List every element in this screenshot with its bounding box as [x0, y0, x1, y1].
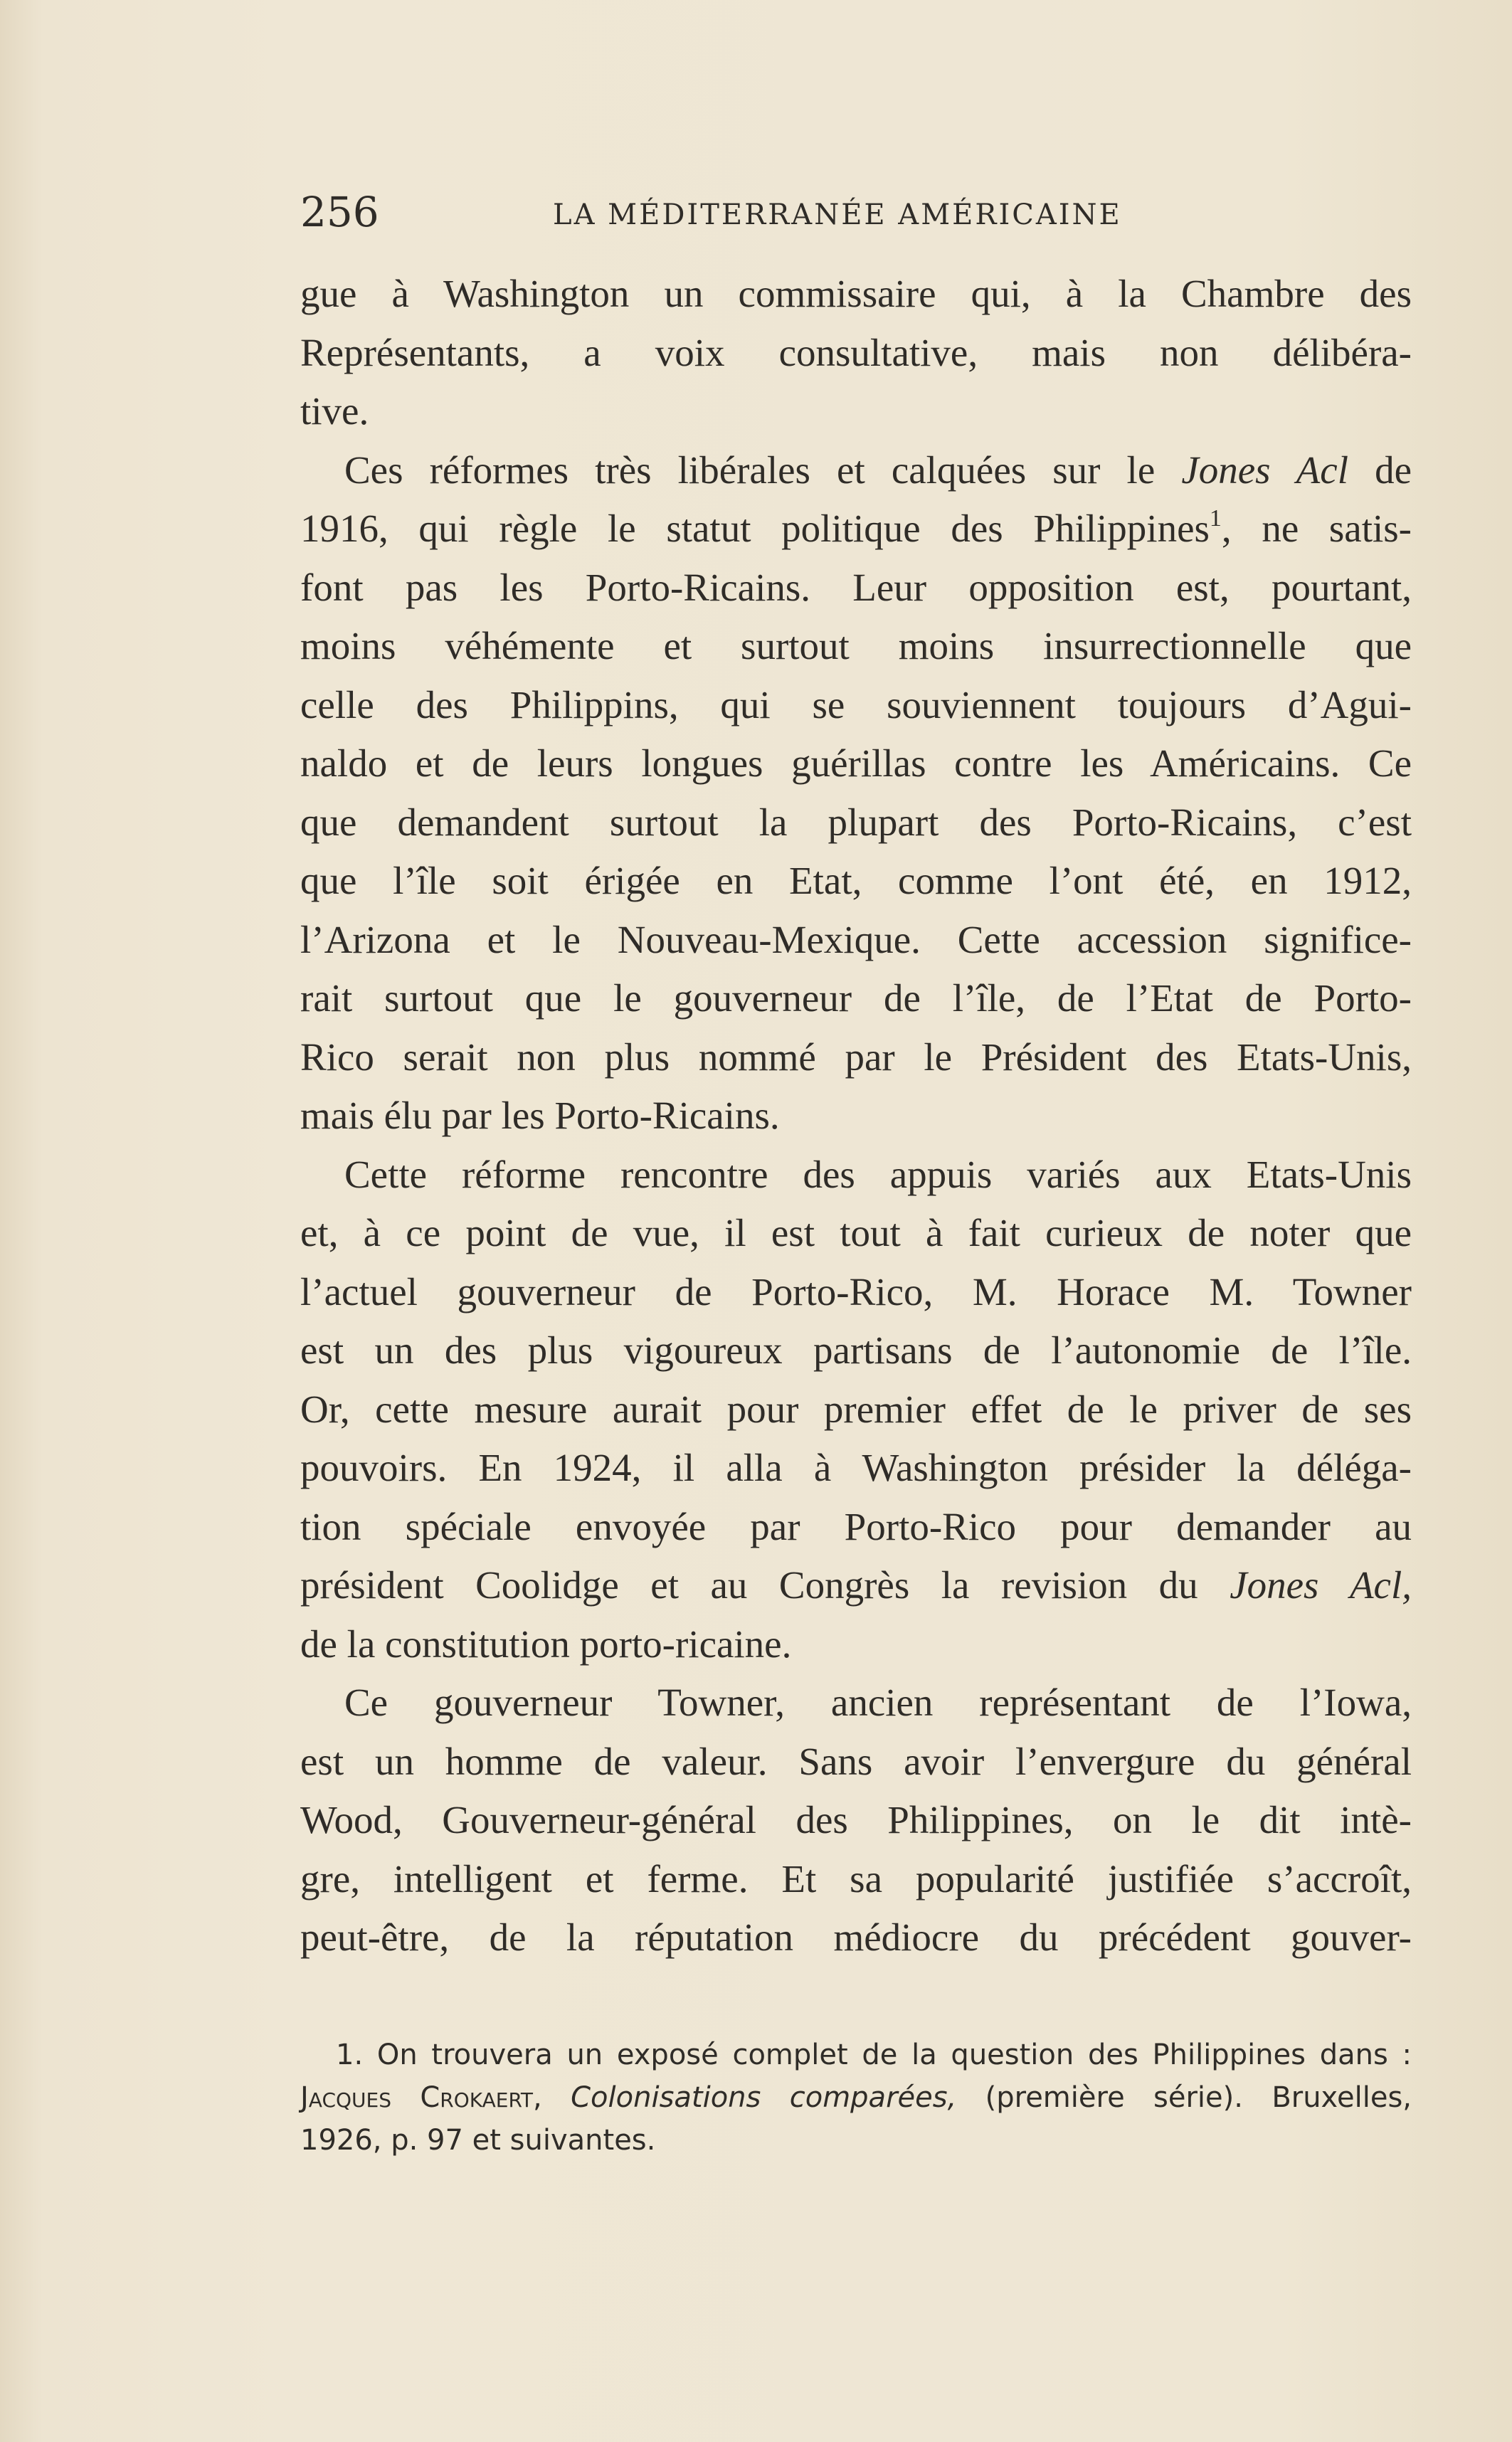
- footnote-line: [300, 2076, 1412, 2119]
- text-line: Cette réforme rencontre des appuis variés aux Etats-Unis: [344, 1152, 1412, 1196]
- text-line: [300, 500, 1412, 559]
- text-line: mais élu par les Porto-Ricains.: [300, 1094, 780, 1137]
- running-head: LA MÉDITERRANÉE AMÉRICAINE: [553, 199, 1122, 231]
- text-line: rait surtout que le gouverneur de l’île, de l’Etat de Porto-: [300, 976, 1412, 1020]
- text-segment: , ne satis-: [1221, 507, 1412, 550]
- text-line: celle des Philippins, qui se souviennent toujours d’Agui-: [300, 682, 1412, 726]
- text-segment: Ces réformes très libérales et calquées sur le: [344, 448, 1156, 492]
- text-line: que l’île soit érigée en Etat, comme l’ont été, en 1912,: [300, 859, 1412, 902]
- text-line: pouvoirs. En 1924, il alla à Washington présider la déléga-: [300, 1446, 1412, 1489]
- text-line: tion spéciale envoyée par Porto-Rico pour demander au: [300, 1504, 1412, 1548]
- footnote-reference: 1: [1209, 505, 1222, 532]
- text-line: gue à Washington un commissaire qui, à la Chambre des: [300, 272, 1412, 315]
- text-line: et, à ce point de vue, il est tout à fait curieux de noter que: [300, 1211, 1412, 1254]
- text-line: [300, 1556, 1412, 1615]
- text-line: est un des plus vigoureux partisans de l’autonomie de l’île.: [300, 1328, 1412, 1372]
- page-number: 256: [300, 188, 379, 236]
- text-line: tive.: [300, 389, 369, 433]
- text-line: de la constitution porto-ricaine.: [300, 1622, 792, 1666]
- text-line: Ce gouverneur Towner, ancien représentant de l’Iowa,: [344, 1681, 1412, 1724]
- text-line: moins véhémente et surtout moins insurrectionnelle que: [300, 624, 1412, 667]
- text-segment: (première série). Bruxelles,: [956, 2081, 1412, 2114]
- text-line: l’actuel gouverneur de Porto-Rico, M. Horace M. Towner: [300, 1269, 1412, 1314]
- text-line: Représentants, a voix consultative, mais non délibéra-: [300, 330, 1412, 374]
- body-text: [300, 265, 1412, 1967]
- jones-act-title: Jones Acl: [1181, 448, 1348, 492]
- footnote-book-title: Colonisations comparées,: [571, 2081, 957, 2114]
- footnote-author: Jacques Crokaert,: [300, 2081, 542, 2114]
- text-line: Or, cette mesure aurait pour premier effet de le priver de ses: [300, 1387, 1412, 1431]
- text-line: que demandent surtout la plupart des Porto-Ricains, c’est: [300, 800, 1412, 844]
- text-line: Wood, Gouverneur-général des Philippines, on le dit intè-: [300, 1798, 1412, 1841]
- page-header: [300, 184, 1424, 240]
- text-segment: président Coolidge et au Congrès la revision du: [300, 1563, 1198, 1607]
- text-line: est un homme de valeur. Sans avoir l’envergure du général: [300, 1739, 1412, 1783]
- jones-act-title: Jones Acl,: [1230, 1563, 1412, 1607]
- text-segment: de: [1348, 448, 1412, 492]
- footnote: [300, 2034, 1412, 2162]
- text-line: Rico serait non plus nommé par le Président des Etats-Unis,: [300, 1035, 1412, 1079]
- footnote-line: 1. On trouvera un exposé complet de la question des Philippines dans :: [336, 2039, 1412, 2071]
- text-line: font pas les Porto-Ricains. Leur opposition est, pourtant,: [300, 565, 1412, 609]
- text-line: [300, 441, 1412, 500]
- footnote-line: 1926, p. 97 et suivantes.: [300, 2124, 656, 2157]
- text-line: peut-être, de la réputation médiocre du précédent gouver-: [300, 1915, 1412, 1959]
- text-line: gre, intelligent et ferme. Et sa popularité justifiée s’accroît,: [300, 1856, 1412, 1901]
- text-line: l’Arizona et le Nouveau-Mexique. Cette accession significe-: [300, 917, 1412, 961]
- text-line: naldo et de leurs longues guérillas contre les Américains. Ce: [300, 741, 1412, 785]
- text-segment: 1916, qui règle le statut politique des Philippines: [300, 507, 1210, 550]
